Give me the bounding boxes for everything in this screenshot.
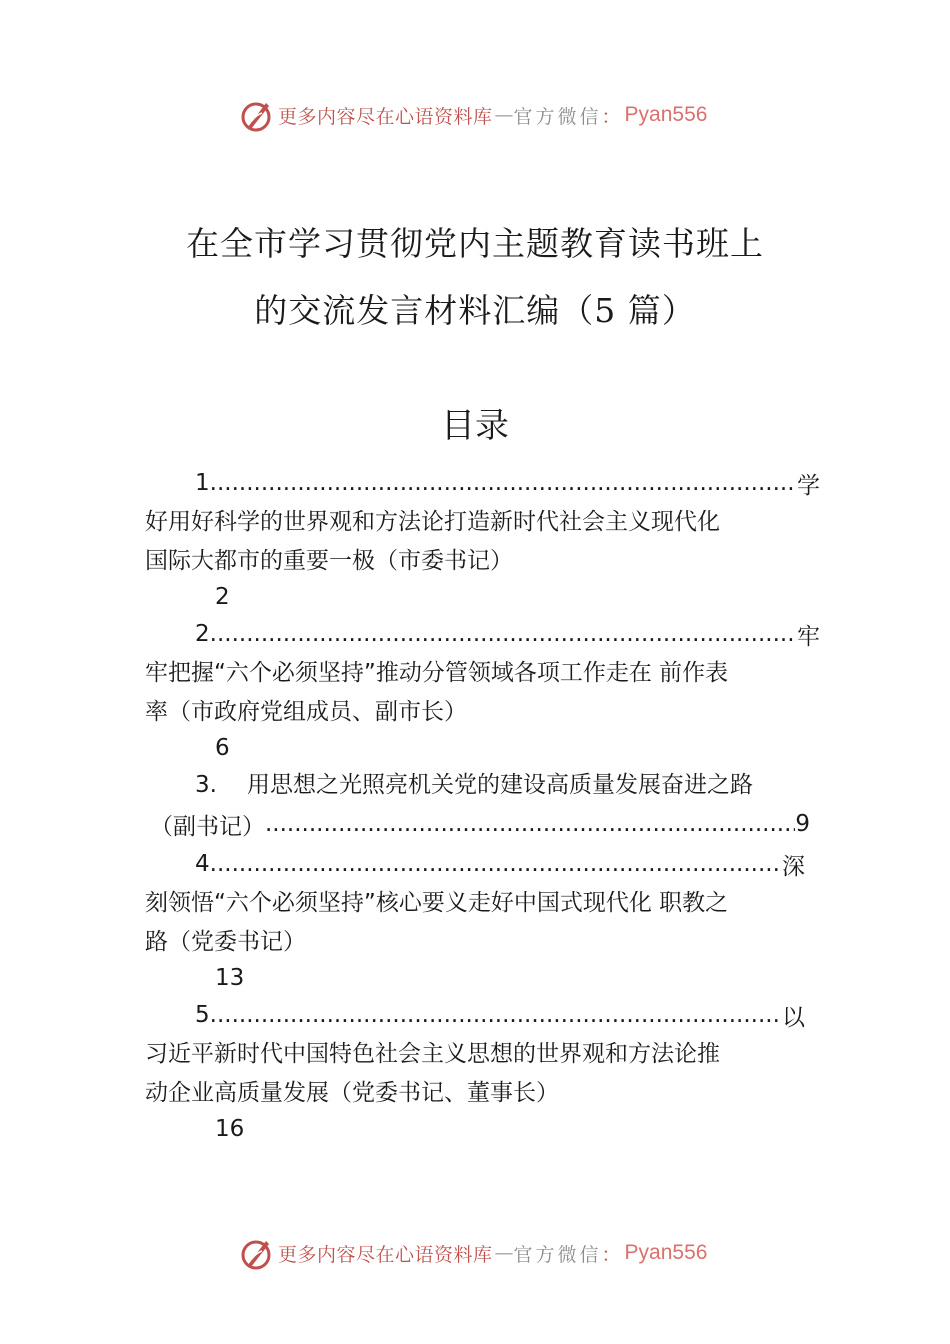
watermark-text: 更多内容尽在心语资料库 bbox=[278, 1243, 493, 1266]
watermark-wechat-label: 官方微信 bbox=[513, 1243, 602, 1266]
toc-entry-title-line: 路（党委书记） bbox=[145, 929, 306, 955]
quill-pen-logo-icon bbox=[238, 97, 274, 133]
toc-entry-title-line: 牢把握“六个必须坚持”推动分管领域各项工作走在 前作表 bbox=[145, 660, 729, 686]
toc-entry-number: 4 bbox=[195, 851, 210, 877]
toc-entry-number: 1 bbox=[195, 470, 210, 496]
toc-entry-page-number: 9 bbox=[795, 811, 810, 837]
toc-entry-title-line: 刻领悟“六个必须坚持”核心要义走好中国式现代化 职教之 bbox=[145, 890, 729, 916]
toc-leader-dots bbox=[210, 621, 797, 647]
quill-pen-logo-icon bbox=[238, 1235, 274, 1271]
footer-watermark bbox=[0, 1233, 950, 1273]
watermark-wechat-label: 官方微信 bbox=[513, 105, 602, 128]
toc-entry-number: 2 bbox=[195, 621, 210, 647]
toc-entry-page-number: 2 bbox=[215, 584, 230, 610]
toc-entry-title-line: 率（市政府党组成员、副市长） bbox=[145, 699, 467, 725]
toc-leader-dots bbox=[265, 811, 795, 837]
toc-entry-first-char: 牢 bbox=[797, 623, 820, 650]
toc-entry-1-leader bbox=[195, 468, 820, 498]
toc-entry-page-number: 6 bbox=[215, 735, 230, 761]
toc-entry-2-leader bbox=[195, 619, 820, 649]
toc-entry-title-line: 习近平新时代中国特色社会主义思想的世界观和方法论推 bbox=[145, 1041, 720, 1067]
toc-entry-first-char: 深 bbox=[782, 853, 805, 880]
watermark-wechat-id: Pyan556 bbox=[624, 1241, 708, 1264]
toc-leader-dots bbox=[210, 1002, 782, 1028]
toc-entry-first-char: 学 bbox=[797, 472, 820, 499]
toc-leader-dots bbox=[210, 851, 782, 877]
watermark-wechat-id: Pyan556 bbox=[624, 103, 708, 126]
document-title-line-2: 的交流发言材料汇编（5 篇） bbox=[254, 291, 696, 330]
toc-heading: 目录 bbox=[441, 406, 509, 446]
toc-entry-role: （副书记） bbox=[150, 813, 265, 840]
watermark-colon: ： bbox=[601, 1243, 621, 1266]
toc-entry-title-line: 好用好科学的世界观和方法论打造新时代社会主义现代化 bbox=[145, 509, 720, 535]
toc-entry-page-number: 16 bbox=[215, 1116, 245, 1142]
toc-entry-title-line: 动企业高质量发展（党委书记、董事长） bbox=[145, 1080, 559, 1106]
header-watermark bbox=[0, 95, 950, 135]
toc-entry-number: 3. bbox=[195, 772, 217, 798]
toc-entry-number: 5 bbox=[195, 1002, 210, 1028]
toc-entry-5-leader bbox=[195, 1000, 805, 1030]
toc-entry-page-number: 13 bbox=[215, 965, 245, 991]
watermark-text: 更多内容尽在心语资料库 bbox=[278, 105, 493, 128]
watermark-separator: — bbox=[494, 104, 514, 126]
toc-entry-first-char: 以 bbox=[782, 1004, 805, 1031]
watermark-colon: ： bbox=[601, 105, 621, 128]
toc-entry-4-leader bbox=[195, 849, 805, 879]
document-title-line-1: 在全市学习贯彻党内主题教育读书班上 bbox=[186, 224, 764, 263]
toc-leader-dots bbox=[210, 470, 797, 496]
watermark-separator: — bbox=[494, 1242, 514, 1264]
toc-entry-title-line: 用思想之光照亮机关党的建设高质量发展奋进之路 bbox=[247, 772, 753, 798]
toc-entry-title-line: 国际大都市的重要一极（市委书记） bbox=[145, 548, 513, 574]
toc-entry-3-leader bbox=[150, 809, 810, 839]
